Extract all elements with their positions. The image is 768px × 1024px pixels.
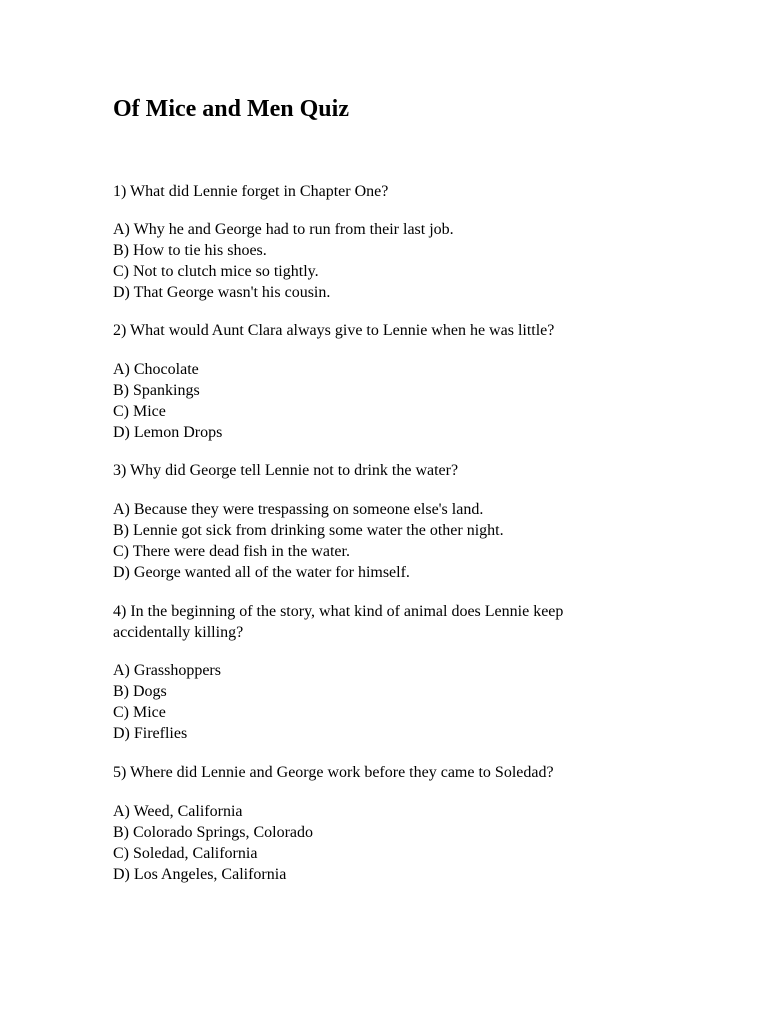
question-4-option-c: C) Mice xyxy=(113,704,166,721)
question-5-option-a: A) Weed, California xyxy=(113,803,243,820)
question-1-option-c: C) Not to clutch mice so tightly. xyxy=(113,263,319,280)
question-3-option-c: C) There were dead fish in the water. xyxy=(113,543,350,560)
question-2-option-c: C) Mice xyxy=(113,403,166,420)
question-4-option-b: B) Dogs xyxy=(113,683,167,700)
question-2-prompt: 2) What would Aunt Clara always give to Lennie when he was little? xyxy=(113,322,555,339)
quiz-title: Of Mice and Men Quiz xyxy=(113,96,349,122)
question-3-option-b: B) Lennie got sick from drinking some water the other night. xyxy=(113,522,504,539)
question-5-prompt: 5) Where did Lennie and George work before they came to Soledad? xyxy=(113,764,554,781)
question-4-prompt-continued: accidentally killing? xyxy=(113,624,244,641)
question-5-option-b: B) Colorado Springs, Colorado xyxy=(113,824,313,841)
question-4-option-d: D) Fireflies xyxy=(113,725,188,742)
question-1-option-d: D) That George wasn't his cousin. xyxy=(113,284,331,301)
question-3-option-d: D) George wanted all of the water for himself. xyxy=(113,564,410,581)
question-4-prompt: 4) In the beginning of the story, what kind of animal does Lennie keep xyxy=(113,603,564,620)
question-2-option-d: D) Lemon Drops xyxy=(113,424,223,441)
question-5-option-d: D) Los Angeles, California xyxy=(113,866,287,883)
question-4-option-a: A) Grasshoppers xyxy=(113,662,221,679)
question-2-option-a: A) Chocolate xyxy=(113,361,199,378)
question-1-option-a: A) Why he and George had to run from their last job. xyxy=(113,221,454,238)
question-3-option-a: A) Because they were trespassing on someone else's land. xyxy=(113,501,484,518)
question-2-option-b: B) Spankings xyxy=(113,382,200,399)
question-3-prompt: 3) Why did George tell Lennie not to drink the water? xyxy=(113,462,459,479)
question-1-option-b: B) How to tie his shoes. xyxy=(113,242,267,259)
question-5-option-c: C) Soledad, California xyxy=(113,845,258,862)
question-1-prompt: 1) What did Lennie forget in Chapter One? xyxy=(113,183,389,200)
